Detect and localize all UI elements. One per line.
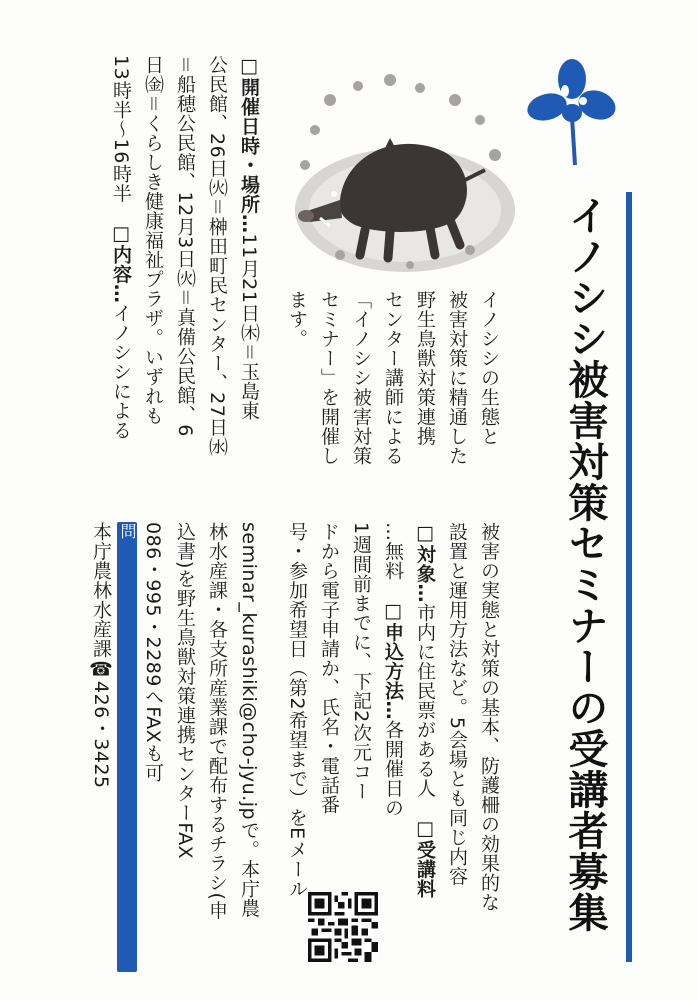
detail-line: 1週間前までに、下記2次元コー [350, 522, 372, 801]
content-label: □内容… [110, 222, 132, 304]
page-title: イノシシ被害対策セミナーの受講者募集 [562, 195, 608, 933]
time-text: 13時半～16時半 [110, 55, 132, 203]
schedule-line [105, 55, 137, 510]
schedule-label: □開催日時・場所… [238, 55, 260, 234]
detail-line: 込書)を野生鳥獣対策連携センターFAX [174, 522, 196, 860]
target-label: □対象… [414, 522, 436, 603]
detail-line [409, 522, 441, 899]
email-line[interactable]: seminar_kurashiki@cho-jyu.jpで。本庁農 [238, 522, 260, 918]
title-accent-bar [626, 192, 632, 962]
intro-line: 野生鳥獣対策連携 [414, 290, 436, 446]
contact-text: 本庁農林水産課☎426・3425 [90, 522, 112, 789]
target-text: 市内に住民票がある人 [414, 603, 436, 798]
schedule-line: 日㈮＝くらしき健康福祉プラザ。いずれも [142, 55, 164, 426]
schedule-line [233, 55, 265, 510]
intro-line: イノシシの生態と [478, 290, 500, 446]
contact-line [85, 522, 137, 972]
schedule-text: 11月21日㈭＝玉島東 [238, 233, 260, 421]
details-section [265, 522, 505, 912]
intro-line: セミナー」を開催し [318, 290, 340, 466]
qr-code-icon[interactable] [308, 892, 378, 962]
inquiry-badge: 問 [117, 522, 137, 972]
detail-line: 号・参加希望日（第2希望まで）をEメール [286, 522, 308, 899]
intro-line: 被害対策に精通した [446, 290, 468, 466]
content-text: イノシシによる [110, 303, 132, 440]
schedule-section [80, 55, 265, 510]
apply-text: 各開催日の [382, 720, 404, 818]
intro-line: センター講師による [382, 290, 404, 466]
intro-line: 「イノシシ被害対策 [350, 290, 372, 466]
detail-line: 086・995・2289へFAXも可 [142, 522, 164, 783]
boar-illustration [270, 60, 515, 280]
detail-line [377, 522, 409, 822]
intro-text [265, 290, 505, 515]
detail-line: 被害の実態と対策の基本、防護柵の効果的な [478, 522, 500, 912]
fee-text: …無料 [382, 522, 404, 581]
detail-line: 林水産課・各支所産業課で配布するチラシ(申 [206, 522, 228, 920]
detail-line: ドから電子申請か、氏名・電話番 [318, 522, 340, 815]
schedule-line: 公民館、26日㈫＝榊田町民センター、27日㈬ [206, 55, 228, 457]
contact-section [80, 522, 265, 972]
intro-line: ます。 [286, 290, 308, 349]
detail-line: 設置と運用方法など。5会場とも同じ内容 [446, 522, 468, 886]
clover-logo-icon [525, 55, 620, 170]
schedule-line: ＝船穂公民館、12月3日㈫＝真備公民館、6 [174, 55, 196, 437]
apply-label: □申込方法… [382, 600, 404, 720]
fee-label: □受講料 [414, 817, 436, 899]
